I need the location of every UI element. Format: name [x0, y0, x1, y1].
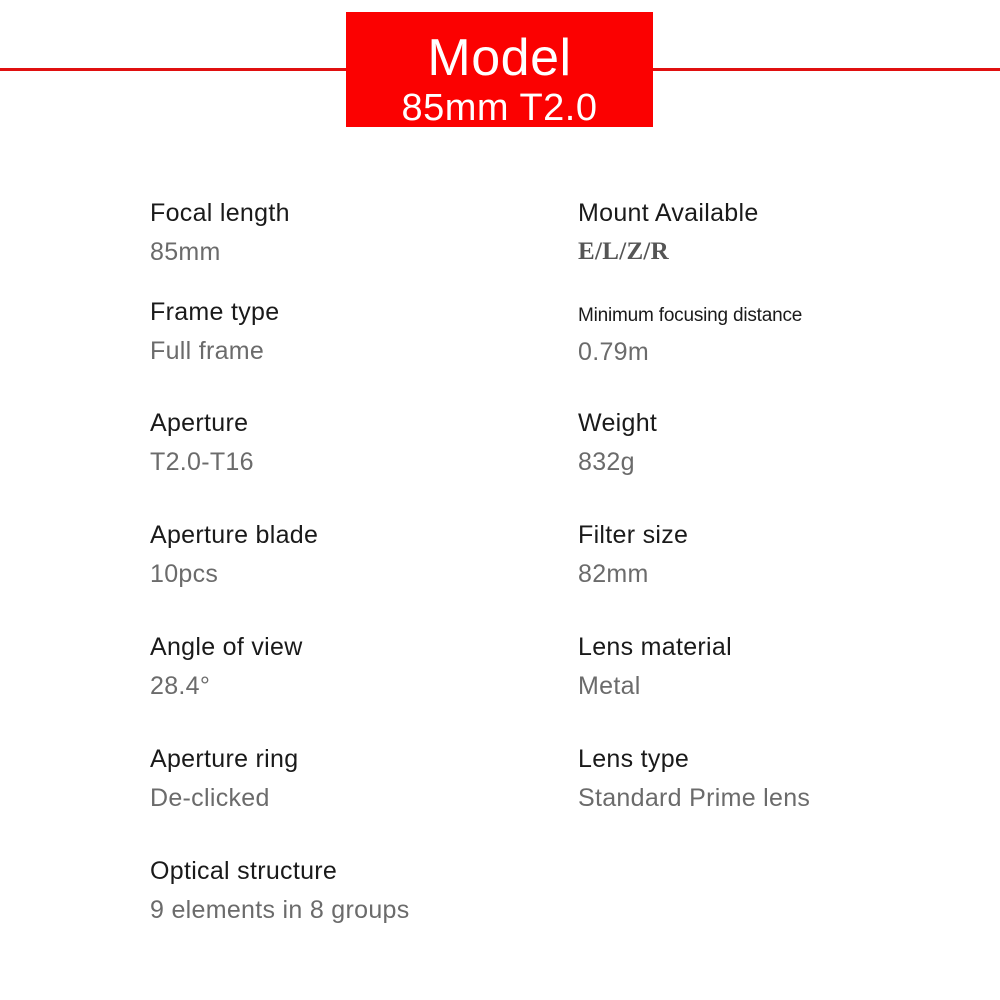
spec-label: Aperture blade	[150, 521, 319, 549]
spec-value: 9 elements in 8 groups	[150, 896, 410, 924]
spec-label: Weight	[578, 409, 658, 437]
spec-lens-material	[578, 632, 732, 701]
spec-aperture	[150, 408, 254, 477]
spec-focal-length	[150, 198, 290, 267]
spec-angle-of-view	[150, 632, 303, 701]
spec-value: Full frame	[150, 337, 265, 365]
spec-value: 82mm	[578, 560, 649, 588]
model-title: Model	[427, 29, 572, 87]
spec-label: Mount Available	[578, 199, 759, 227]
header-rule-left	[0, 68, 346, 71]
spec-value: 28.4°	[150, 672, 211, 700]
spec-label: Aperture ring	[150, 745, 299, 773]
spec-label: Frame type	[150, 298, 280, 326]
spec-lens-type	[578, 744, 810, 813]
spec-value: 85mm	[150, 238, 221, 266]
spec-label: Filter size	[578, 521, 689, 549]
spec-value: 10pcs	[150, 560, 219, 588]
spec-label: Aperture	[150, 409, 249, 437]
spec-label: Optical structure	[150, 857, 338, 885]
spec-weight	[578, 408, 657, 477]
header-rule-right	[653, 68, 1000, 71]
spec-label: Focal length	[150, 199, 290, 227]
spec-label: Lens material	[578, 633, 732, 661]
spec-label: Angle of view	[150, 633, 303, 661]
spec-min-focus-distance	[578, 301, 802, 367]
model-title-box	[346, 12, 653, 127]
spec-value: E/L/Z/R	[578, 238, 670, 265]
spec-value: Metal	[578, 672, 641, 700]
spec-value: De-clicked	[150, 784, 270, 812]
spec-label: Lens type	[578, 745, 690, 773]
model-subtitle: 85mm T2.0	[401, 87, 598, 129]
spec-filter-size	[578, 520, 688, 589]
spec-label: Minimum focusing distance	[578, 305, 803, 326]
spec-optical-structure	[150, 856, 410, 925]
spec-aperture-blade	[150, 520, 318, 589]
spec-value: 832g	[578, 448, 635, 476]
spec-frame-type	[150, 297, 279, 366]
spec-aperture-ring	[150, 744, 298, 813]
spec-value: T2.0-T16	[150, 448, 254, 476]
spec-mount-available	[578, 198, 759, 267]
spec-value: Standard Prime lens	[578, 784, 811, 812]
spec-value: 0.79m	[578, 338, 649, 366]
